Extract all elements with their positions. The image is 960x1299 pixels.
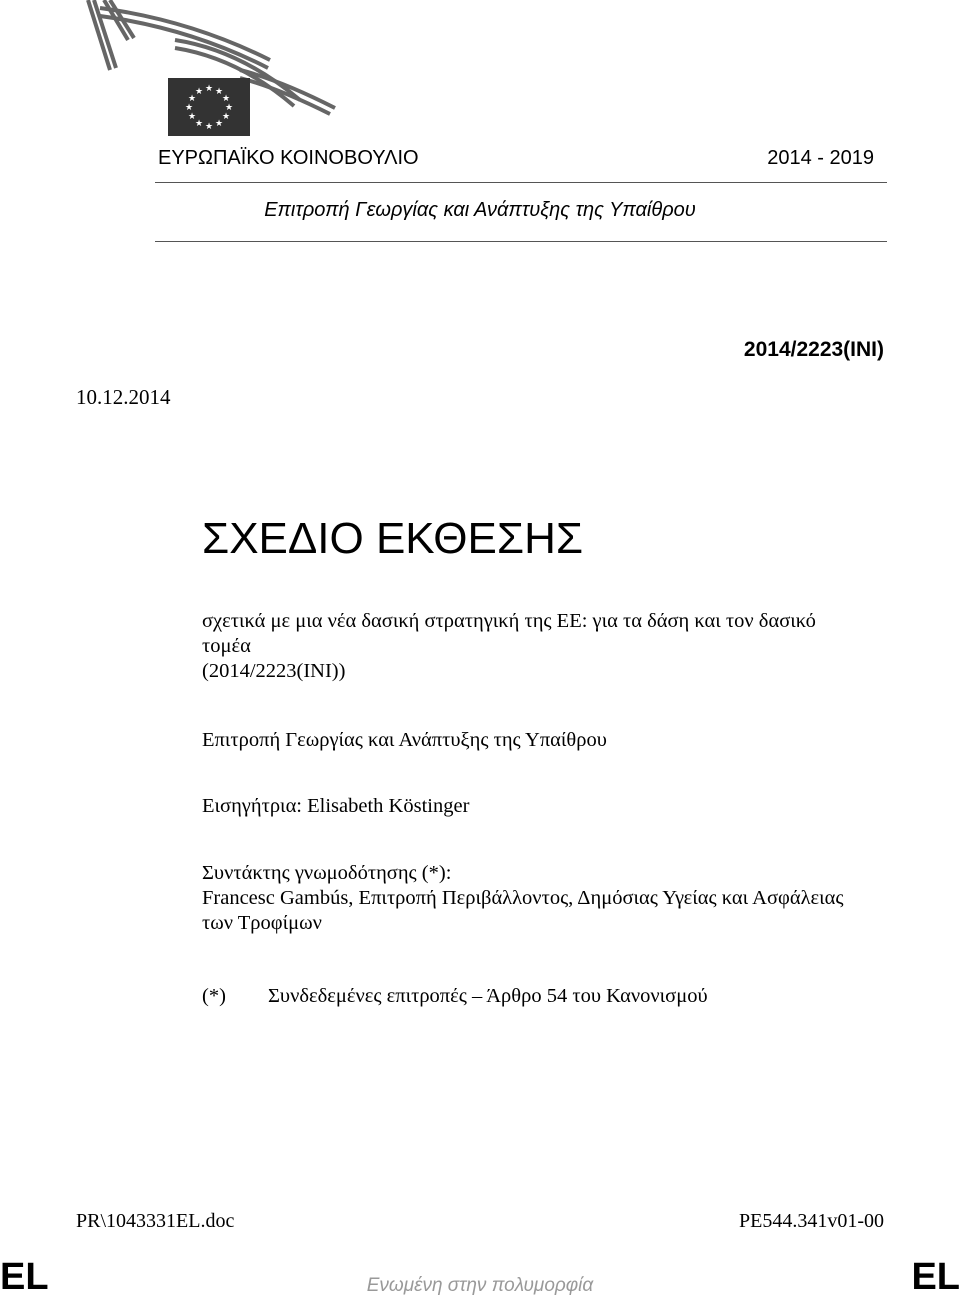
svg-text:★: ★: [214, 119, 224, 129]
header-divider-bottom: [155, 241, 887, 242]
svg-text:★: ★: [187, 94, 197, 104]
eu-motto: Ενωμένη στην πολυμορφία: [366, 1275, 594, 1296]
svg-text:★: ★: [204, 122, 214, 132]
document-title: ΣΧΕΔΙΟ ΕΚΘΕΣΗΣ: [202, 514, 584, 563]
language-code-right: EL: [911, 1256, 960, 1298]
footnote-marker: (*): [202, 985, 226, 1007]
footer-document-reference: PR\1043331EL.doc: [76, 1210, 235, 1232]
svg-text:★: ★: [214, 87, 224, 97]
subject-line: σχετικά με μια νέα δασική στρατηγική της ΕΕ: για τα δάση και τον δασικό: [202, 610, 816, 632]
svg-text:★: ★: [224, 103, 234, 113]
language-code-left: EL: [0, 1256, 49, 1298]
parliamentary-term: 2014 - 2019: [767, 147, 874, 169]
svg-text:★: ★: [194, 119, 204, 129]
svg-text:★: ★: [204, 84, 214, 94]
procedure-reference: 2014/2223(INI): [743, 338, 884, 361]
rapporteur: Εισηγήτρια: Elisabeth Köstinger: [202, 795, 470, 817]
document-date: 10.12.2014: [76, 385, 171, 409]
parliament-name: ΕΥΡΩΠΑΪΚΟ ΚΟΙΝΟΒΟΥΛΙΟ: [158, 147, 419, 169]
svg-text:★: ★: [221, 112, 231, 122]
subject-line: (2014/2223(INI)): [202, 660, 346, 682]
header-divider: [155, 182, 887, 183]
svg-text:★: ★: [221, 94, 231, 104]
committee-heading: Επιτροπή Γεωργίας και Ανάπτυξης της Υπαίθρου: [264, 199, 696, 221]
svg-text:★: ★: [184, 103, 194, 113]
svg-text:★: ★: [194, 87, 204, 97]
european-parliament-logo-icon: [80, 0, 340, 140]
footnote-text: Συνδεδεμένες επιτροπές – Άρθρο 54 του Κανονισμού: [268, 985, 708, 1007]
opinion-line: Francesc Gambús, Επιτροπή Περιβάλλοντος, Δημόσιας Υγείας και Ασφάλειας: [202, 887, 844, 909]
footer-pe-reference: PE544.341v01-00: [739, 1210, 884, 1232]
svg-text:★: ★: [187, 112, 197, 122]
responsible-committee: Επιτροπή Γεωργίας και Ανάπτυξης της Υπαίθρου: [202, 729, 607, 751]
opinion-line: των Τροφίμων: [202, 912, 322, 934]
subject-line: τομέα: [202, 635, 251, 657]
opinion-label: Συντάκτης γνωμοδότησης (*):: [202, 862, 452, 884]
